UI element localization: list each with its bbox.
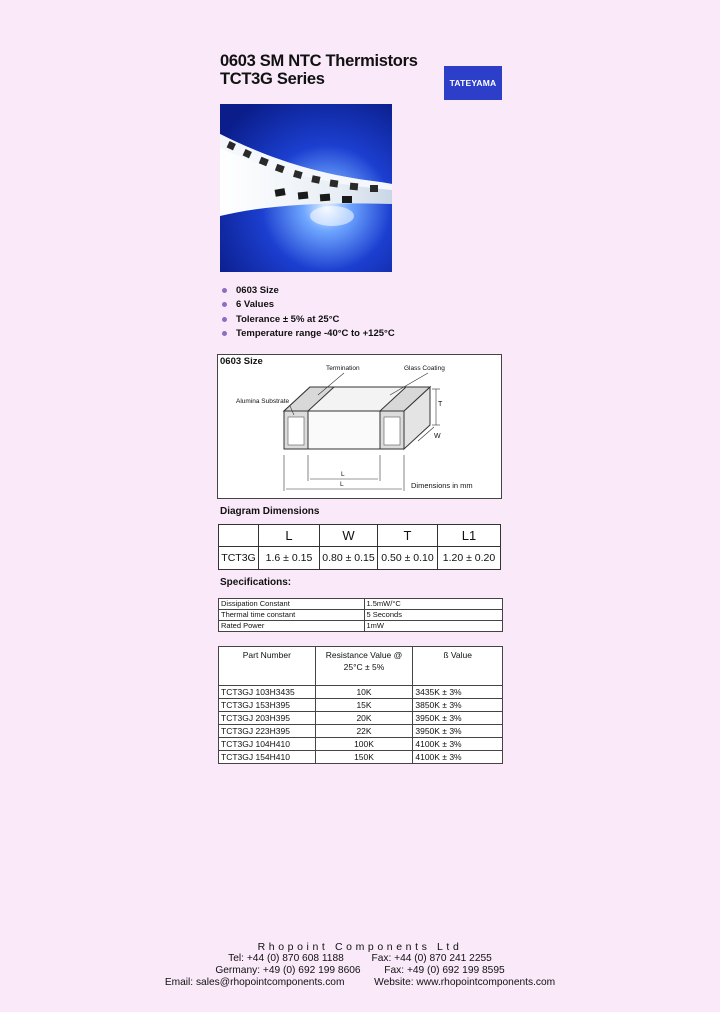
w-dimension-label: W bbox=[434, 433, 441, 440]
table-cell: 5 Seconds bbox=[364, 610, 503, 621]
table-row bbox=[219, 751, 503, 764]
table-cell: 4100K ± 3% bbox=[413, 751, 503, 764]
title-line-2: TCT3G Series bbox=[220, 70, 325, 88]
l1-dimension-label: L bbox=[341, 471, 345, 478]
table-header-row bbox=[219, 647, 503, 686]
units-label: Dimensions in mm bbox=[411, 481, 473, 490]
table-cell: 1.20 ± 0.20 bbox=[438, 547, 501, 570]
table-cell: Thermal time constant bbox=[219, 610, 365, 621]
table-row bbox=[219, 547, 501, 570]
uk-fax: Fax: +44 (0) 870 241 2255 bbox=[371, 953, 492, 964]
table-cell: Dissipation Constant bbox=[219, 599, 365, 610]
table-cell: TCT3GJ 154H410 bbox=[219, 751, 316, 764]
size-diagram bbox=[217, 354, 502, 499]
table-row bbox=[219, 712, 503, 725]
table-row bbox=[219, 599, 503, 610]
table-cell: 4100K ± 3% bbox=[413, 738, 503, 751]
bullet-icon bbox=[222, 288, 227, 293]
table-cell: TCT3GJ 203H395 bbox=[219, 712, 316, 725]
dimensions-table bbox=[218, 524, 501, 570]
table-cell: T bbox=[378, 525, 438, 547]
table-cell: TCT3GJ 104H410 bbox=[219, 738, 316, 751]
table-cell: 100K bbox=[315, 738, 413, 751]
specifications-table bbox=[218, 598, 503, 632]
table-cell: 20K bbox=[315, 712, 413, 725]
table-row bbox=[219, 686, 503, 699]
specifications-title: Specifications: bbox=[220, 577, 292, 588]
table-cell: W bbox=[320, 525, 378, 547]
size-diagram-title: 0603 Size bbox=[220, 356, 263, 367]
table-cell: 0.80 ± 0.15 bbox=[320, 547, 378, 570]
glass-coating-label: Glass Coating bbox=[404, 365, 445, 372]
feature-item: 6 Values bbox=[222, 298, 395, 313]
feature-item: Temperature range -40°C to +125°C bbox=[222, 327, 395, 342]
l-dimension-label: L bbox=[340, 481, 344, 488]
title-line-1: 0603 SM NTC Thermistors bbox=[220, 52, 418, 70]
product-photo bbox=[220, 104, 392, 272]
feature-item: Tolerance ± 5% at 25°C bbox=[222, 312, 395, 327]
termination-label: Termination bbox=[326, 365, 360, 372]
website-link[interactable]: Website: www.rhopointcomponents.com bbox=[374, 977, 556, 988]
diagram-dimensions-title: Diagram Dimensions bbox=[220, 506, 320, 517]
table-cell: Rated Power bbox=[219, 621, 365, 632]
table-cell: Resistance Value @ 25°C ± 5% bbox=[315, 647, 413, 686]
bullet-icon bbox=[222, 317, 227, 322]
table-cell: Part Number bbox=[219, 647, 316, 686]
table-row bbox=[219, 699, 503, 712]
table-row bbox=[219, 610, 503, 621]
uk-phone: Tel: +44 (0) 870 608 1188 bbox=[228, 953, 344, 964]
table-row bbox=[219, 621, 503, 632]
table-cell: TCT3G bbox=[219, 547, 259, 570]
email-link[interactable]: Email: sales@rhopointcomponents.com bbox=[164, 977, 345, 988]
footer-line bbox=[130, 965, 590, 977]
feature-item: 0603 Size bbox=[222, 283, 395, 298]
bullet-icon bbox=[222, 331, 227, 336]
table-cell: 1mW bbox=[364, 621, 503, 632]
table-cell: L bbox=[259, 525, 320, 547]
germany-fax: Fax: +49 (0) 692 199 8595 bbox=[384, 965, 505, 976]
table-cell: 1.5mW/°C bbox=[364, 599, 503, 610]
table-cell: 150K bbox=[315, 751, 413, 764]
footer-contact bbox=[130, 941, 590, 989]
t-dimension-label: T bbox=[438, 401, 443, 408]
table-cell: 3850K ± 3% bbox=[413, 699, 503, 712]
table-cell: 3950K ± 3% bbox=[413, 725, 503, 738]
alumina-substrate-label: Alumina Substrate bbox=[236, 398, 290, 405]
table-header-row bbox=[219, 525, 501, 547]
germany-phone: Germany: +49 (0) 692 199 8606 bbox=[215, 965, 361, 976]
table-cell: 22K bbox=[315, 725, 413, 738]
table-cell: 3950K ± 3% bbox=[413, 712, 503, 725]
table-cell: 3435K ± 3% bbox=[413, 686, 503, 699]
table-row bbox=[219, 725, 503, 738]
bullet-icon bbox=[222, 302, 227, 307]
footer-line bbox=[130, 977, 590, 989]
table-cell: 10K bbox=[315, 686, 413, 699]
table-cell: TCT3GJ 103H3435 bbox=[219, 686, 316, 699]
table-cell: TCT3GJ 223H395 bbox=[219, 725, 316, 738]
table-cell: TCT3GJ 153H395 bbox=[219, 699, 316, 712]
page-title bbox=[220, 52, 418, 88]
feature-list bbox=[222, 283, 395, 341]
company-name: Rhopoint Components Ltd bbox=[257, 941, 463, 953]
table-row bbox=[219, 738, 503, 751]
part-number-table bbox=[218, 646, 503, 764]
table-cell: 0.50 ± 0.10 bbox=[378, 547, 438, 570]
table-cell bbox=[219, 525, 259, 547]
table-cell: 15K bbox=[315, 699, 413, 712]
tateyama-logo: TATEYAMA bbox=[444, 66, 502, 100]
footer-line bbox=[130, 953, 590, 965]
table-cell: 1.6 ± 0.15 bbox=[259, 547, 320, 570]
table-cell: ß Value bbox=[413, 647, 503, 686]
table-cell: L1 bbox=[438, 525, 501, 547]
